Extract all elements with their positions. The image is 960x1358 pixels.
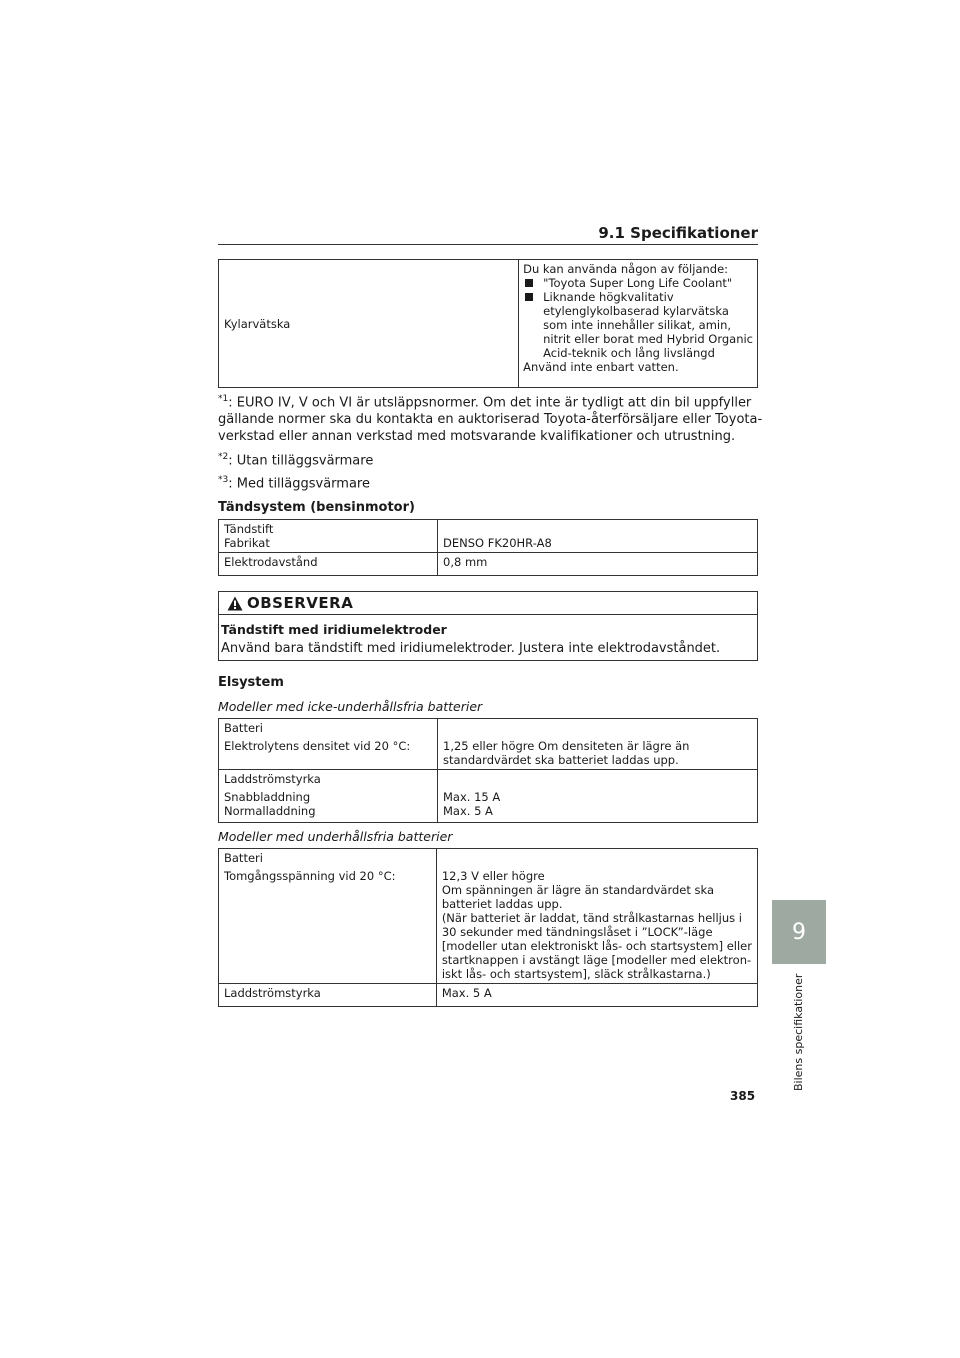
charging-current-label: Laddströmstyrka bbox=[224, 986, 321, 1000]
manufacturer-label: Fabrikat bbox=[224, 536, 270, 550]
bullet-square-icon bbox=[525, 293, 533, 301]
footnote-mark: *1 bbox=[218, 394, 229, 404]
battery-table-1 bbox=[218, 718, 758, 823]
coolant-bullet-2-line: etylenglykolbaserad kylarvätska bbox=[543, 304, 729, 318]
footnote-2 bbox=[218, 449, 763, 469]
table-cell bbox=[438, 520, 758, 553]
voltage-value-line: 30 sekunder med tändningslåset i ”LOCK”-läge bbox=[441, 925, 713, 939]
section-title: 9.1 Specifikationer bbox=[598, 224, 758, 242]
table-cell bbox=[436, 984, 757, 1007]
coolant-outro: Använd inte enbart vatten. bbox=[523, 360, 679, 374]
battery-label: Batteri bbox=[224, 851, 263, 865]
coolant-bullet-2-line: Liknande högkvalitativ bbox=[543, 290, 674, 304]
footnote-text: : Med tilläggsvärmare bbox=[228, 476, 370, 492]
table-cell bbox=[438, 553, 758, 576]
table-cell bbox=[436, 849, 757, 984]
electrolyte-density-label: Elektrolytens densitet vid 20 °C: bbox=[224, 739, 411, 753]
charging-current-label: Laddströmstyrka bbox=[224, 772, 321, 786]
table-cell bbox=[219, 849, 437, 984]
list-item bbox=[523, 276, 753, 290]
electrode-gap-label: Elektrodavstånd bbox=[224, 555, 318, 569]
notice-title: OBSERVERA bbox=[247, 594, 354, 612]
bullet-square-icon bbox=[525, 279, 533, 287]
coolant-bullet-2-line: Acid-teknik och lång livslängd bbox=[543, 346, 715, 360]
voltage-value-line: [modeller utan elektroniskt lås- och startsystem] eller bbox=[441, 939, 752, 953]
coolant-bullet-2-line: som inte innehåller silikat, amin, bbox=[543, 318, 732, 332]
table-row bbox=[219, 719, 758, 770]
coolant-label-cell bbox=[219, 260, 519, 388]
footnote-text: : Utan tilläggsvärmare bbox=[228, 453, 374, 469]
notice-text: Använd bara tändstift med iridiumelektroder. Justera inte elektrodavståndet. bbox=[221, 641, 721, 656]
notice-header bbox=[219, 592, 757, 615]
voltage-value-line: startknappen i avstängt läge [modeller med elektron- bbox=[441, 953, 752, 967]
coolant-bullet-2-line: nitrit eller borat med Hybrid Organic bbox=[543, 332, 753, 346]
chapter-tab bbox=[772, 900, 826, 964]
notice-box bbox=[218, 591, 758, 661]
voltage-value-line: iskt lås- och startsystem], släck strålkastarna.) bbox=[441, 967, 711, 981]
battery-table-2 bbox=[218, 848, 758, 1007]
table-cell bbox=[219, 553, 438, 576]
footnote-mark: *2 bbox=[218, 452, 229, 462]
table-cell bbox=[219, 984, 437, 1007]
table-cell bbox=[219, 520, 438, 553]
voltage-value-line: batteriet laddas upp. bbox=[441, 897, 563, 911]
maintenance-free-subheading: Modeller med underhållsfria batterier bbox=[218, 829, 453, 844]
normal-charge-label: Normalladdning bbox=[224, 804, 316, 818]
table-cell bbox=[219, 770, 438, 823]
chapter-label-container bbox=[792, 975, 806, 1095]
spark-plug-value: DENSO FK20HR-A8 bbox=[443, 536, 552, 550]
header-rule bbox=[218, 244, 758, 245]
voltage-value-line: Om spänningen är lägre än standardvärdet ska bbox=[441, 883, 715, 897]
footnote-text: : EURO IV, V och VI är utsläppsnormer. Om det inte är tydligt att din bil uppfyller gällande normer ska du kontakta en auktoriserad Toyota-återförsäljare eller Toyota-verkstad eller annan verkstad med motsvarande kvalifikationer och utrustning. bbox=[218, 395, 763, 445]
electrode-gap-value: 0,8 mm bbox=[443, 555, 488, 569]
ignition-table bbox=[218, 519, 758, 576]
table-cell bbox=[438, 770, 758, 823]
table-row bbox=[219, 849, 758, 984]
spark-plug-label: Tändstift bbox=[224, 522, 274, 536]
voltage-value-line: 12,3 V eller högre bbox=[441, 869, 545, 883]
table-cell bbox=[438, 719, 758, 770]
fast-charge-value: Max. 15 A bbox=[443, 790, 501, 804]
electrolyte-density-value: 1,25 eller högre Om densiteten är lägre än bbox=[443, 739, 690, 753]
voltage-value-line: (När batteriet är laddat, tänd strålkastarnas helljus i bbox=[441, 911, 742, 925]
electrical-heading: Elsystem bbox=[218, 675, 284, 690]
chapter-label: Bilens specifikationer bbox=[792, 973, 805, 1091]
footnote-mark: *3 bbox=[218, 475, 229, 485]
normal-charge-value: Max. 5 A bbox=[443, 804, 493, 818]
footnote-3 bbox=[218, 472, 763, 492]
warning-triangle-icon bbox=[227, 596, 243, 611]
ignition-heading: Tändsystem (bensinmotor) bbox=[218, 500, 415, 515]
battery-label: Batteri bbox=[224, 721, 263, 735]
table-row bbox=[219, 984, 758, 1007]
chapter-number: 9 bbox=[792, 919, 806, 945]
coolant-table bbox=[218, 259, 758, 388]
open-circuit-voltage-label: Tomgångsspänning vid 20 °C: bbox=[224, 869, 396, 883]
list-item bbox=[523, 290, 753, 360]
page-number: 385 bbox=[730, 1089, 756, 1103]
table-row bbox=[219, 553, 758, 576]
coolant-bullet-1: "Toyota Super Long Life Coolant" bbox=[543, 276, 733, 290]
table-cell bbox=[219, 719, 438, 770]
footnote-1 bbox=[218, 391, 763, 445]
notice-subtitle: Tändstift med iridiumelektroder bbox=[221, 622, 447, 637]
table-row bbox=[219, 260, 758, 388]
coolant-intro: Du kan använda någon av följande: bbox=[523, 262, 729, 276]
electrolyte-density-value: standardvärdet ska batteriet laddas upp. bbox=[443, 753, 679, 767]
coolant-label: Kylarvätska bbox=[224, 316, 291, 331]
table-row bbox=[219, 770, 758, 823]
coolant-value-cell bbox=[519, 260, 758, 388]
table-row bbox=[219, 520, 758, 553]
charging-current-value: Max. 5 A bbox=[441, 986, 492, 1000]
fast-charge-label: Snabbladdning bbox=[224, 790, 311, 804]
non-maintenance-free-subheading: Modeller med icke-underhållsfria batterier bbox=[218, 699, 483, 714]
